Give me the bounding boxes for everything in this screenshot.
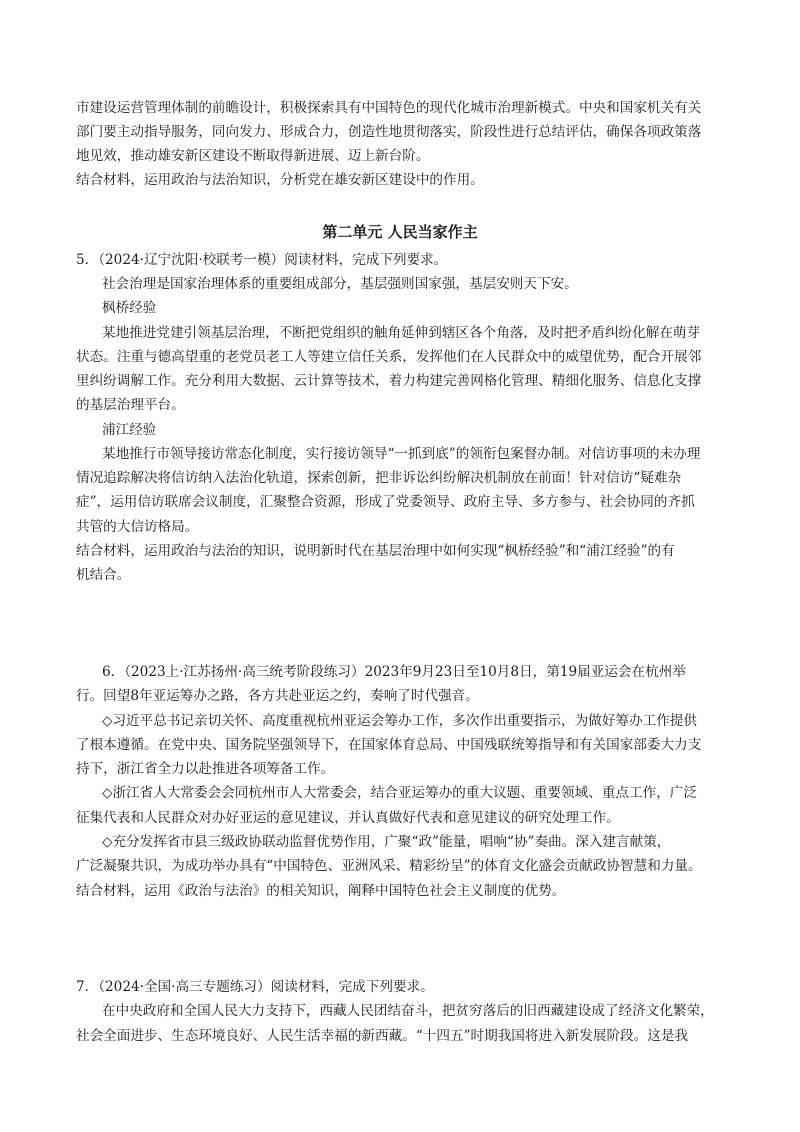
paragraph-line: 状态。注重与德高望重的老党员老工人等建立信任关系，发挥他们在人民群众中的威望优势，配合开展邻 xyxy=(76,349,702,365)
paragraph-line: 情况追踪解决将信访纳入法治化轨道，探索创新，把非诉讼纠纷解决机制放在前面！针对信访“疑难杂 xyxy=(76,470,682,486)
question-header: 7．（2024·全国·高三专题练习）阅读材料，完成下列要求。 xyxy=(76,979,434,995)
paragraph-line: 症”，运用信访联席会议制度，汇聚整合资源，形成了党委领导、政府主导、多方参与、社会协同的齐抓 xyxy=(76,494,695,510)
paragraph-line: 社会全面进步、生态环境良好、人民生活幸福的新西藏。“十四五”时期我国将进入新发展阶段。这是我 xyxy=(76,1028,689,1044)
paragraph-line: 在中央政府和全国人民大力支持下，西藏人民团结奋斗，把贫穷落后的旧西藏建设成了经济文化繁荣， xyxy=(102,1003,714,1019)
paragraph-line: ◇浙江省人大常委会会同杭州市人大常委会，结合亚运筹办的重大议题、重要领域、重点工作，广泛 xyxy=(102,785,697,801)
paragraph-line: 征集代表和人民群众对办好亚运的意见建议，并认真做好代表和意见建议的研究处理工作。 xyxy=(76,810,620,826)
paragraph-line: 某地推行市领导接访常态化制度，实行接访领导“一抓到底”的领衔包案督办制。对信访事项的未办理 xyxy=(102,446,701,462)
paragraph-line: 社会治理是国家治理体系的重要组成部分，基层强则国家强，基层安则天下安。 xyxy=(102,276,578,292)
paragraph-line: 行。回望8年亚运筹办之路，各方共赴亚运之约，奏响了时代强音。 xyxy=(76,688,479,704)
subheading: 浦江经验 xyxy=(102,422,157,438)
question-prompt: 机结合。 xyxy=(76,567,131,583)
question-prompt: 结合材料，运用《政治与法治》的相关知识，阐释中国特色社会主义制度的优势。 xyxy=(76,883,566,899)
subheading: 枫桥经验 xyxy=(102,300,157,316)
question-header: 6．（2023上·江苏扬州·高三统考阶段练习）2023年9月23日至10月8日，第19届亚运会在杭州举 xyxy=(102,664,686,680)
paragraph-line: 的基层治理平台。 xyxy=(76,397,185,413)
question-prompt: 结合材料，运用政治与法治知识，分析党在雄安新区建设中的作用。 xyxy=(76,172,484,188)
paragraph-line: 共管的大信访格局。 xyxy=(76,519,199,535)
paragraph-line: 里纠纷调解工作。充分利用大数据、云计算等技术，着力构建完善网格化管理、精细化服务、信息化支撑 xyxy=(76,373,702,389)
paragraph-line: 地见效，推动雄安新区建设不断取得新进展、迈上新台阶。 xyxy=(76,148,430,164)
paragraph-line: 了根本遵循。在党中央、国务院坚强领导下，在国家体育总局、中国残联统筹指导和有关国家部委大力支 xyxy=(76,737,702,753)
paragraph-line: ◇充分发挥省市县三级政协联动监督优势作用，广聚“政”能量，唱响“协”奏曲。深入建言献策， xyxy=(102,834,671,850)
paragraph-line: 某地推进党建引领基层治理，不断把党组织的触角延伸到辖区各个角落，及时把矛盾纠纷化解在萌芽 xyxy=(102,325,701,341)
paragraph-line: ◇习近平总书记亲切关怀、高度重视杭州亚运会筹办工作，多次作出重要指示，为做好筹办工作提供 xyxy=(102,713,697,729)
paragraph-line: 广泛凝聚共识，为成功举办具有“中国特色、亚洲风采、精彩纷呈”的体育文化盛会贡献政协智慧和力量。 xyxy=(76,858,702,874)
question-header: 5．（2024·辽宁沈阳·校联考一模）阅读材料，完成下列要求。 xyxy=(76,252,448,268)
question-prompt: 结合材料，运用政治与法治的知识，说明新时代在基层治理中如何实现“枫桥经验”和“浦江经验”的有 xyxy=(76,543,675,559)
unit-heading: 第二单元 人民当家作主 xyxy=(322,223,478,241)
paragraph-line: 持下，浙江省全力以赴推进各项筹备工作。 xyxy=(76,761,335,777)
paragraph-line: 部门要主动指导服务，同向发力、形成合力，创造性地贯彻落实，阶段性进行总结评估，确保各项政策落 xyxy=(76,124,702,140)
paragraph-line: 市建设运营管理体制的前瞻设计，积极探索具有中国特色的现代化城市治理新模式。中央和国家机关有关 xyxy=(76,100,702,116)
